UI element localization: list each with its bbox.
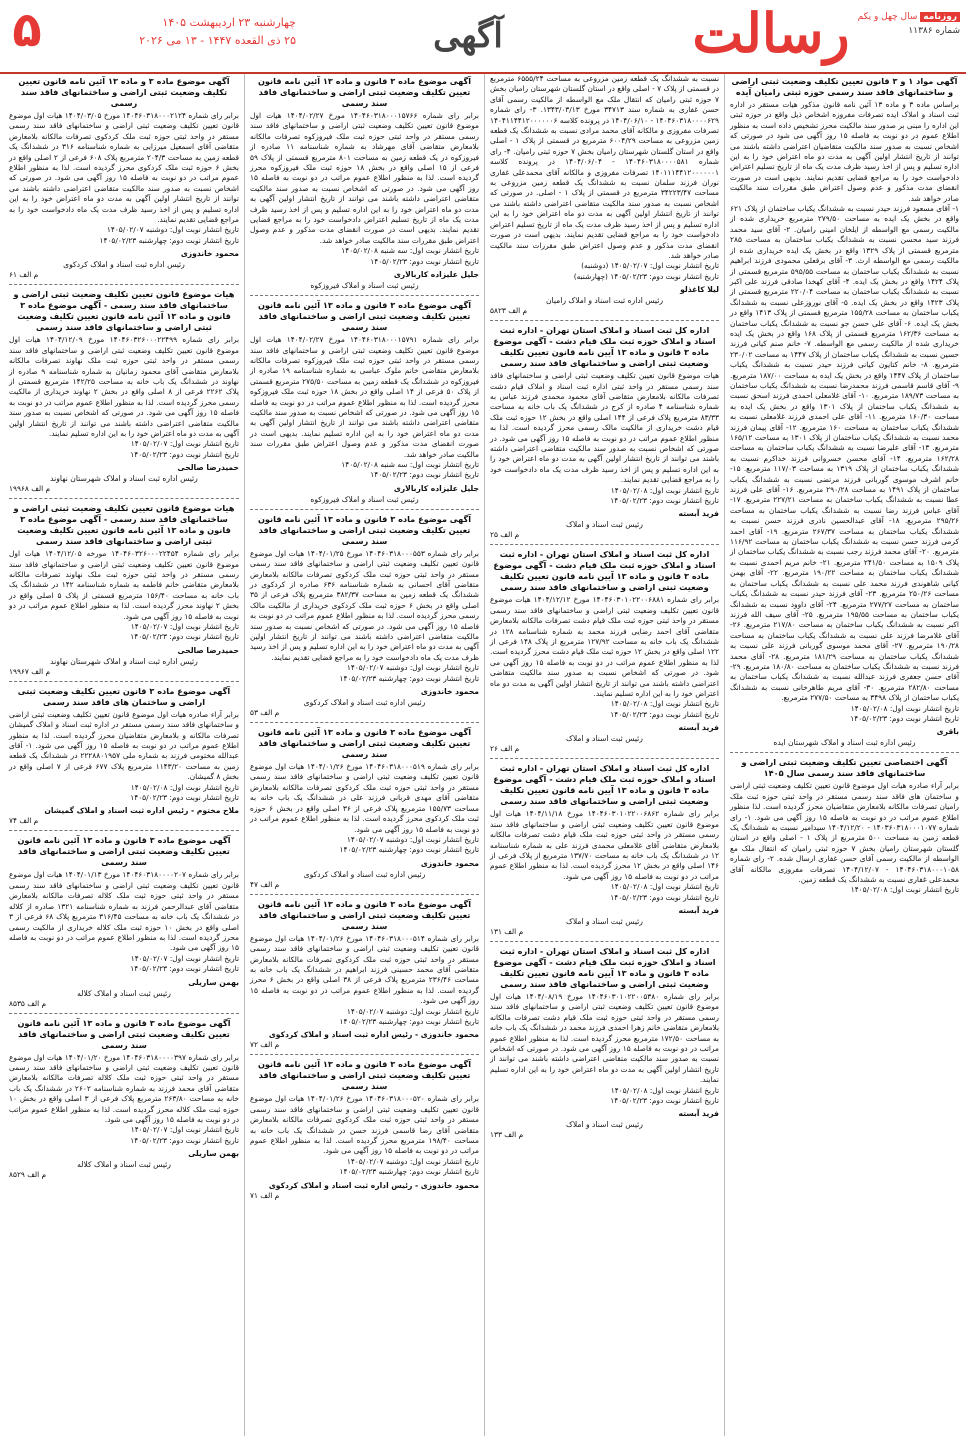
legal-notice xyxy=(730,757,959,895)
notice-divider xyxy=(9,830,239,831)
date-hijri-gregorian: ۲۵ ذی القعده ۱۴۴۷ - ۱۳ می ۲۰۲۶ xyxy=(139,34,296,47)
notice-heading: آگهی موضوع ماده ۳ قانون و ماده ۱۳ آئین نامه قانون تعیین تکلیف وضعیت ثبتی اراضی و ساختمانهای فاقد سند رسمی xyxy=(257,1059,472,1092)
notice-divider xyxy=(490,758,719,759)
notice-heading: آگهی موضوع ماده ۳ و ماده ۱۳ آئین نامه قانون تعیین تکلیف وضعیت ثبتی اراضی و ساختمانهای فاقد سند رسمی xyxy=(18,76,230,108)
notice-heading: آگهی موضوع ماده ۳ قانون و ماده ۱۳ آئین نامه قانون تعیین تکلیف وضعیت ثبتی اراضی و ساختمانهای فاقد سند رسمی xyxy=(257,727,472,760)
notice-body: برابر رای شماره ۱۴۰۴۶۰۳۰۱۰۲۲۰۰۵۳۸۰ مورخ ۱۴۰۴/۰۸/۱۹ هیات اول موضوع قانون تعیین تکلیف وضعیت ثبتی اراضی و ساختمانهای فاقد سند رسمی مستقر در واحد ثبتی حوزه ثبت ملک قیام دشت تصرفات مالکانه بلامعارض متقاضی خانم زهرا احمدی فرزند محمد در ششدانگ یک باب خانه به مساحت ۱۷۲/۵۰ مترمربع محرز گردیده است. لذا به منظور اطلاع عموم مراتب در دو نوبت به فاصله ۱۵ روز آگهی می شود. در صورتی که اشخاص نسبت به صدور سند مالکیت متقاضی اعتراضی داشته باشند می توانند از تاریخ انتشار اولین آگهی به مدت دو ماه اعتراض خود را به این اداره تسلیم نمایند. xyxy=(490,991,719,1085)
masthead xyxy=(0,0,966,74)
second-publication-date: تاریخ انتشار نوبت دوم: ۱۴۰۵/۰۲/۲۳ xyxy=(610,496,719,505)
signatory-name: بهمن ساریلی xyxy=(188,1149,239,1159)
signatory-office: رئیس اداره ثبت اسناد و املاک شهرستان نهاوند xyxy=(50,474,198,484)
logo-info xyxy=(858,4,960,38)
page-number: ۵ xyxy=(12,2,42,58)
first-publication-date: تاریخ انتشار نوبت اول: ۱۴۰۵/۰۲/۰۷ (دوشنبه) xyxy=(581,261,719,271)
column-1 xyxy=(724,74,964,1436)
column-3 xyxy=(244,74,484,1436)
second-publication-date: تاریخ انتشار نوبت دوم: چهارشنبه ۱۴۰۵/۰۲/۲۳ xyxy=(339,1167,479,1177)
signatory-name: محمود خاندوزی - رئیس اداره ثبت اسناد و املاک کردکوی xyxy=(268,1180,479,1190)
legal-notice xyxy=(730,76,959,748)
notice-body: برابر رای شماره ۱۴۰۴۶۰۳۱۸۰۰۰۵۲۰ مورخ ۱۴۰۴/۰۱/۲۶ هیات اول موضوع قانون تعیین تکلیف وضعیت ثبتی اراضی و ساختمانهای فاقد سند رسمی مستقر در واحد ثبتی حوزه ثبت ملک کردکوی تصرفات مالکانه بلامعارض متقاضی آقای رضا قاسمی فرزند حسن در ششدانگ یک باب خانه به مساحت ۱۹۸/۴۰ مترمربع محرز گردیده است. لذا به منظور اطلاع عموم مراتب در دو نوبت به فاصله ۱۵ روز آگهی می شود. xyxy=(250,1094,479,1156)
signatory-office: رئیس ثبت اسناد و املاک کلاله xyxy=(77,988,171,998)
notice-heading: آگهی موضوع ماده ۳ قانون و ماده ۱۳ آئین نامه قانون تعیین تکلیف وضعیت ثبتی اراضی و ساختمانهای فاقد سند رسمی xyxy=(257,898,472,931)
notice-code: م الف ۵۳ xyxy=(250,708,280,718)
section-title: آگهی xyxy=(433,16,503,56)
notice-code: م الف ۷۴ xyxy=(9,816,39,826)
notice-divider xyxy=(9,284,239,285)
notice-code: م الف ۴۷ xyxy=(250,879,280,889)
notice-code: م الف ۷۱ xyxy=(250,1190,280,1200)
notice-body: برابر رای شماره ۱۴۰۴۶۰۳۰۱۰۲۲۰۰۶۸۸۱ مورخ ۱۴۰۴/۱۲/۱۲ هیات موضوع قانون تعیین تکلیف وضعیت ثبتی اراضی و ساختمانهای فاقد سند رسمی مستقر در واحد ثبتی حوزه ثبت ملک قیام دشت تصرفات مالکانه بلامعارض متقاضی آقای احمد رضایی فرزند محمد به شماره شناسنامه ۱۲۸ در ششدانگ یک باب خانه به مساحت ۱۲۷/۹۲ مترمربع از پلاک ۱۴۸ فرعی از ۱۲۲ اصلی واقع در بخش ۱۲ حوزه ثبت ملک قیام دشت محرز گردیده است. لذا به منظور اطلاع عموم مراتب در دو نوبت به فاصله ۱۵ روز آگهی می شود. در صورتی که اشخاص نسبت به صدور سند مالکیت متقاضی اعتراضی داشته باشند می توانند از تاریخ انتشار اولین آگهی به مدت دو ماه اعتراض خود را به این اداره تسلیم نمایند. xyxy=(490,595,719,699)
notice-heading: آگهی مواد ۱ و ۳ قانون تعیین تکلیف وضعیت ثبتی اراضی و ساختمانهای فاقد سند رسمی حوزه ثبتی رامیان آیده xyxy=(731,76,958,97)
second-publication-date: تاریخ انتشار نوبت دوم: چهارشنبه ۱۴۰۵/۰۲/۲۳ xyxy=(99,235,239,245)
notice-divider xyxy=(9,498,239,499)
first-publication-date: تاریخ انتشار نوبت اول: ۱۴۰۵/۰۲/۰۸ xyxy=(610,485,719,495)
signatory-name: محمود خاندوزی xyxy=(420,858,479,868)
first-publication-date: تاریخ انتشار نوبت اول: ۱۴۰۵/۰۲/۰۷ xyxy=(130,439,239,449)
first-publication-date: تاریخ انتشار نوبت اول: دوشنبه ۱۴۰۵/۰۲/۰۷ xyxy=(346,834,479,844)
issue-dates xyxy=(48,6,296,50)
second-publication-date: تاریخ انتشار نوبت دوم: ۱۴۰۵/۰۲/۲۳ xyxy=(130,964,239,974)
notice-body: برابر رای شماره ۱۴۰۴۶۰۳۱۸۰۰۰۵۱۴ مورخ ۱۴۰۴/۰۱/۲۶ هیات اول موضوع قانون تعیین تکلیف وضعیت ثبتی اراضی و ساختمانهای فاقد سند رسمی مستقر در واحد ثبتی حوزه ثبت ملک کردکوی تصرفات مالکانه بلامعارض متقاضی آقای محمد حسینی فرزند ابراهیم در ششدانگ یک باب خانه به مساحت ۲۳۶/۴۶ مترمربع پلاک فرعی از ۳۸ اصلی واقع در بخش ۶ محرز گردیده است. لذا به منظور اطلاع عموم مراتب در دو نوبت به فاصله ۱۵ روز آگهی می شود. xyxy=(250,933,480,1006)
second-publication-date: تاریخ انتشار نوبت دوم: ۱۴۰۵/۰۲/۲۳ xyxy=(130,793,239,803)
signatory-name: محمود خاندوزی xyxy=(180,249,239,259)
notice-heading: اداره کل ثبت اسناد و املاک استان تهران - اداره ثبت اسناد و املاک حوزه ثبت ملک قیام دشت - آگهی موضوع ماده ۳ قانون و ماده ۱۳ آیین نامه قانون تعیین تکلیف وضعیت ثبتی اراضی و ساختمانهای فاقد سند رسمی xyxy=(493,549,716,593)
notice-heading: آگهی موضوع ماده ۳ قانون و ماده ۱۳ آئین نامه قانون تعیین تکلیف وضعیت ثبتی اراضی و ساختمانهای فاقد سند رسمی xyxy=(17,835,231,868)
notice-code: م الف ۱۹۹۶۸ xyxy=(9,484,51,494)
signatory-name: حمیدرضا صالحی xyxy=(177,463,239,473)
notice-body: برابر رای شماره ۱۴۰۴۶۰۳۲۶۰۰۰۲۲۴۹۹ مورخ ۱۴۰۴/۱۲/۰۹ هیات اول موضوع قانون تعیین تکلیف وضعیت ثبتی اراضی و ساختمانهای فاقد سند رسمی مستقر در واحد ثبتی حوزه ثبت ملک نهاوند تصرفات مالکانه بلامعارض متقاضی آقای محمود زمانیان به شماره شناسنامه ۹ صادره از نهاوند در ششدانگ یک باب خانه به مساحت ۱۴۲/۲۵ مترمربع قسمتی از پلاک ۲۲۶۲ فرعی از ۸ اصلی واقع در بخش ۲ نهاوند خریداری از مالکیت رسمی محرز گردیده است. لذا به منظور اطلاع عموم مراتب در دو نوبت به فاصله ۱۵ روز آگهی می شود. در صورتی که اشخاص نسبت به صدور سند مالکیت متقاضی اعتراضی داشته باشند می توانند از تاریخ انتشار اولین آگهی به مدت دو ماه اعتراض خود را به این اداره تسلیم نمایند. xyxy=(9,335,240,438)
signatory-name: محمود خاندوزی xyxy=(420,687,479,697)
notice-code: م الف ۲۶ xyxy=(490,744,520,754)
second-publication-date: تاریخ انتشار نوبت دوم: ۱۴۰۵/۰۲/۲۳ xyxy=(370,256,479,266)
signatory-name: حمیدرضا صالحی xyxy=(177,645,239,655)
masthead-center xyxy=(300,0,636,72)
second-publication-date: تاریخ انتشار نوبت دوم: چهارشنبه ۱۴۰۵/۰۲/۲۳ xyxy=(339,845,479,855)
legal-notice xyxy=(250,76,479,291)
column-2 xyxy=(484,74,724,1436)
masthead-left xyxy=(0,0,300,72)
legal-notice xyxy=(250,899,479,1051)
notice-code: م الف ۱۹۹۶۷ xyxy=(9,666,51,676)
legal-notice xyxy=(490,549,719,754)
second-publication-date: تاریخ انتشار نوبت دوم: ۱۴۰۵/۰۲/۲۳ xyxy=(850,713,959,723)
legal-notice xyxy=(250,514,479,718)
notice-divider xyxy=(250,1054,479,1055)
first-publication-date: تاریخ انتشار نوبت اول: دوشنبه ۱۴۰۵/۰۲/۰۷ xyxy=(106,225,239,235)
signatory-office: رئیس اداره ثبت اسناد و املاک کردکوی xyxy=(303,869,426,879)
signatory-name: لیلا کاغذلو xyxy=(680,285,719,295)
first-publication-date: تاریخ انتشار نوبت اول: ۱۴۰۵/۰۲/۰۸ xyxy=(610,882,719,892)
notice-body: برابر رای شماره ۱۴۰۴۶۰۳۱۸۰۰۰۵۱۹ مورخ ۱۴۰۴/۰۱/۲۶ هیات اول موضوع قانون تعیین تکلیف وضعیت ثبتی اراضی و ساختمانهای فاقد سند رسمی مستقر در واحد ثبتی حوزه ثبت ملک کردکوی تصرفات مالکانه بلامعارض متقاضی آقای مهدی قربانی فرزند علی در ششدانگ یک باب خانه به مساحت ۱۵۵/۷۳ مترمربع پلاک فرعی از ۳۶ اصلی واقع در بخش ۶ حوزه ثبت ملک کردکوی محرز گردیده است. لذا به منظور اطلاع عموم مراتب در دو نوبت به فاصله ۱۵ روز آگهی می شود. xyxy=(250,762,479,834)
signatory-office: رئیس ثبت اسناد و املاک فیروزکوه xyxy=(310,494,419,504)
second-publication-date: تاریخ انتشار نوبت دوم: ۱۴۰۵/۰۲/۲۳ xyxy=(610,892,719,902)
signatory-office: رئیس اداره ثبت اسناد و املاک کردکوی xyxy=(303,698,426,708)
signatory-name: فرید آبسته xyxy=(678,509,719,519)
signatory-name: محمود خاندوزی - رئیس اداره ثبت اسناد و املاک کردکوی xyxy=(268,1030,479,1040)
signatory-office: رئیس ثبت اسناد و املاک xyxy=(566,520,643,530)
notice-heading: آگهی موضوع ماده ۳ قانون و ماده ۱۳ آئین نامه قانون تعیین تکلیف وضعیت ثبتی اراضی و ساختمانهای فاقد سند رسمی xyxy=(257,513,472,546)
first-publication-date: تاریخ انتشار نوبت اول: ۱۴۰۵/۰۲/۰۷ xyxy=(130,953,239,963)
signatory-name: فرید آبسته xyxy=(678,1109,719,1119)
signatory-office: رئیس اداره ثبت اسناد و املاک کردکوی xyxy=(63,260,185,270)
first-publication-date: تاریخ انتشار نوبت اول: ۱۴۰۵/۰۲/۰۸ xyxy=(610,1085,719,1095)
first-publication-date: تاریخ انتشار نوبت اول: ۱۴۰۵/۰۲/۰۸ xyxy=(130,782,239,792)
notice-body: برابر رای شماره ۱۴۰۴۶۰۳۰۱۰۲۲۰۰۶۸۶۲ مورخ ۱۴۰۴/۱۱/۱۸ هیات اول موضوع قانون تعیین تکلیف وضعیت ثبتی اراضی و ساختمانهای فاقد سند رسمی مستقر در واحد ثبتی حوزه ثبت ملک قیام دشت تصرفات مالکانه بلامعارض متقاضی آقای غلامعلی محمدی فرزند علی به شماره شناسنامه ۱۲ در ششدانگ یک باب خانه به مساحت ۱۳۷/۷۰ مترمربع از پلاک فرعی از ۱۴۶ اصلی واقع در بخش ۱۲ محرز گردیده است. لذا به منظور اطلاع عموم مراتب در دو نوبت به فاصله ۱۵ روز آگهی می شود. xyxy=(490,809,719,881)
notice-body: براساس ماده ۳ و ماده ۱۳ آئین نامه قانون مذکور هیات مستقر در اداره ثبت اسناد و املاک ایده تصرفات مفروزه اشخاص ذیل واقع در حوزه ثبتی این اداره را مبنی بر صدور سند مالکیت محرز تشخیص داده است به منظور اطلاع عموم در دو نوبت به فاصله ۱۵ روز آگهی می شود در صورتی که اشخاص نسبت به صدور سند مالکیت متقاضیان اعتراضی داشته باشند می توانند از تاریخ انتشار اولین آگهی به مدت دو ماه اعتراض خود را به این اداره تسلیم و پس از اخذ رسید ظرف مدت یک ماه از تاریخ تسلیم اعتراض دادخواست خود را به مراجع قضایی تقدیم نمایند. بدیهی است در صورت انقضای مدت مذکور و عدم وصول اعتراض طبق مقررات سند مالکیت صادر خواهد شد. xyxy=(730,100,959,203)
legal-notice xyxy=(250,727,479,890)
notice-code: م الف ۱۳۳ xyxy=(490,1130,524,1140)
notice-divider xyxy=(9,1013,239,1014)
notice-heading: اداره کل ثبت اسناد و املاک استان تهران - اداره ثبت اسناد و املاک حوزه ثبت ملک قیام دشت - آگهی موضوع ماده ۳ قانون و ماده ۱۳ آیین نامه قانون تعیین تکلیف وضعیت ثبتی اراضی و ساختمانهای فاقد سند رسمی xyxy=(493,945,716,989)
first-publication-date: تاریخ انتشار نوبت اول: دوشنبه ۱۴۰۵/۰۲/۰۷ xyxy=(346,1006,479,1016)
signatory-name: جلیل علیزاده کاربالاری xyxy=(393,270,479,280)
notice-body: برابر آراء صادره هیات اول موضوع قانون تعیین تکلیف وضعیت ثبتی اراضی و ساختمانهای فاقد سند رسمی مستقر در اداره ثبت اسناد و املاک گمیشان تصرفات مالکانه و بلامعارض متقاضیان محرز گردیده است. لذا به منظور اطلاع عموم مراتب در دو نوبت به فاصله ۱۵ روز آگهی می شود. ۱- آقای عبدالله مختومی فرزند به شماره ملی ۲۲۲۸۸۰۱۹۵۷ در ششدانگ یک قطعه زمین به مساحت ۱۱۴۳/۲۰ مترمربع پلاک ۶۷۷ فرعی از ۷ اصلی واقع در بخش ۸ گمیشان. xyxy=(9,709,239,782)
first-publication-date: تاریخ انتشار نوبت اول: سه شنبه ۱۴۰۵/۰۲/۰۸ xyxy=(341,459,479,469)
legal-notice xyxy=(250,1059,479,1200)
legal-notice xyxy=(9,76,239,280)
notice-divider xyxy=(490,941,719,942)
notice-body: برابر رای شماره ۱۴۰۴۶۰۳۱۸۰۰۰۰۲۰۷ مورخ ۱۴۰۴/۰۱/۱۳ هیات اول موضوع قانون تعیین تکلیف وضعیت ثبتی اراضی و ساختمانهای فاقد سند رسمی مستقر در واحد ثبتی حوزه ثبت ملک کلاله تصرفات مالکانه بلامعارض متقاضی آقای عبدالرحمن فرزند به شماره شناسنامه ۱۳۲۱ صادره از کلاله در ششدانگ یک باب خانه به مساحت ۳۱۶/۴۵ مترمربع پلاک ۶۸ فرعی از ۳ اصلی واقع در بخش ۱۰ حوزه ثبت ملک کلاله خریداری از مالکیت رسمی محرز گردیده است. لذا به منظور اطلاع عموم مراتب در دو نوبت به فاصله ۱۵ روز آگهی می شود. xyxy=(9,870,239,953)
legal-notice xyxy=(490,325,719,540)
date-persian: چهارشنبه ۲۳ اردیبهشت ۱۴۰۵ xyxy=(162,16,296,29)
first-publication-date: تاریخ انتشار نوبت اول: سه شنبه ۱۴۰۵/۰۲/۰۸ xyxy=(341,246,479,256)
signatory-name: جلیل علیزاده کاربالاری xyxy=(393,483,479,493)
legal-notice xyxy=(9,289,239,494)
notice-divider xyxy=(250,894,479,895)
signatory-office: رئیس ثبت اسناد و املاک کلاله xyxy=(77,1160,171,1170)
notice-code: م الف ۸۵۳۵ xyxy=(9,998,47,1008)
legal-notice xyxy=(9,1018,239,1181)
notice-heading: اداره کل ثبت اسناد و املاک استان تهران - اداره ثبت اسناد و املاک حوزه ثبت ملک قیام دشت - آگهی موضوع ماده ۳ قانون و ماده ۱۳ آیین نامه قانون تعیین تکلیف وضعیت ثبتی اراضی و ساختمانهای فاقد سند رسمی xyxy=(493,763,716,807)
legal-notice xyxy=(250,300,479,505)
notice-heading: آگهی موضوع ماده ۳ قانون و ماده ۱۳ آئین نامه قانون تعیین تکلیف وضعیت ثبتی اراضی و ساختمانهای فاقد سند رسمی xyxy=(257,76,472,108)
notice-heading: آگهی اختصاصی تعیین تکلیف وضعیت ثبتی اراضی و ساختمانهای فاقد سند رسمی سال ۱۴۰۵ xyxy=(741,757,948,779)
second-publication-date: تاریخ انتشار نوبت دوم: ۱۴۰۵/۰۲/۲۳ xyxy=(130,632,239,642)
first-publication-date: تاریخ انتشار نوبت اول: ۱۴۰۵/۰۲/۰۸ xyxy=(850,885,959,895)
signatory-name: ملاح مختوم - رئیس اداره ثبت اسناد و املاک گمیشان xyxy=(44,806,239,816)
second-publication-date: تاریخ انتشار نوبت دوم: ۱۴۰۵/۰۲/۲۳ xyxy=(130,449,239,459)
notice-divider xyxy=(250,295,479,296)
first-publication-date: تاریخ انتشار نوبت اول: ۱۴۰۵/۰۲/۰۸ xyxy=(610,699,719,709)
notice-code: م الف ۷۲ xyxy=(250,1040,280,1050)
signatory-office: رئیس ثبت اسناد و املاک xyxy=(566,916,643,926)
second-publication-date: تاریخ انتشار نوبت دوم: ۱۴۰۵/۰۲/۲۳ xyxy=(370,470,479,480)
signatory-office: رئیس اداره ثبت اسناد و املاک شهرستان نهاوند xyxy=(50,656,198,666)
notice-code: م الف ۵۸۲۳ xyxy=(490,306,528,316)
signatory-office: رئیس اداره ثبت اسناد و املاک شهرستان ایده xyxy=(773,738,916,748)
daily-label: روزنامه xyxy=(920,12,960,22)
notice-items: ۱- آقای مسعود فرزند حیدر نسبت به ششدانگ یکباب ساختمان از پلاک ۶۲۱ واقع در بخش یک ایده به مساحت ۲۷۹/۵۰ مترمربع خریداری شده از مالکیت رسمی مع الواسطه از ایلخان امینی رامیان. ۲- آقای سید محمد فرزند سید محسن نسبت به ششدانگ یکباب ساختمان به مساحت ۲۸۵ مترمربع قسمتی از پلاک ۱۳۲۹ واقع در بخش یک ایده خریداری شده از مالکیت رسمی مع الواسطه ارث. ۳- آقای برقعلی محمودی فرزند ابراهیم نسبت به ششدانگ یکباب ساختمان به مساحت ۵۹۵/۵۵ مترمربع قسمتی از پلاک ۱۴۲۴ واقع در بخش یک ایده. ۴- آقای کهخدا صادقی فرزند علی اکبر نسبت به ششدانگ یکباب ساختمان به مساحت ۲۲۰/۰۴ مترمربع قسمتی از پلاک ۱۴۲۳ واقع در بخش یک ایده. ۵- آقای نوروزعلی نسبت به ششدانگ یکباب ساختمان به مساحت ۱۵۵/۲۸ مترمربع قسمتی از پلاک ۱۴۱۳ واقع در بخش یک ایده. ۶- آقای علی حسن جو نسبت به ششدانگ یکباب ساختمان به مساحت ۱۶۲/۳۶ مترمربع قسمتی از پلاک ۱۶۸ واقع در بخش یک ایده خریداری شده از مالکیت رسمی مع الواسطه. ۷- خانم صنم کیانی فرزند حسین نسبت به ششدانگ یکباب ساختمان از پلاک ۱۴۴۷ به مساحت ۲۳۰/۰۲ مترمربع. ۸- خانم کتایون کیانی فرزند حیدر نسبت به ششدانگ یکباب ساختمان از پلاک ۱۴۴۷ واقع در بخش یک ایده به مساحت ۱۸۷/۰۰ مترمربع. ۹- آقای قاسم قاسمی فرزند محمدرضا نسبت به ششدانگ یکباب ساختمان به مساحت ۱۸۹/۷۳ مترمربع. ۱۰- آقای غلامعلی احمدی فرزند اسحق نسبت به ششدانگ یکباب ساختمان از پلاک ۱۳۰۱ واقع در بخش یک ایده به مساحت ۱۶۰/۳۰ مترمربع. ۱۱- آقای علی احمدی فرزند غلامعلی نسبت به ششدانگ یکباب ساختمان به مساحت ۱۶۰ مترمربع. ۱۲- آقای پیمان فرزند محمد نسبت به ششدانگ یکباب ساختمان از پلاک ۱۳۰۱ به مساحت ۱۶۵/۱۲ مترمربع. ۱۳- آقای علیرضا نسبت به ششدانگ یکباب ساختمان به مساحت ۱۶۲/۲۸ مترمربع. ۱۴- آقای محسن خسروانی فرزند خداکرم نسبت به ششدانگ یکباب ساختمان از پلاک ۱۳۱۹ به مساحت ۱۱۷/۰۳ مترمربع. ۱۵- خانم اشرف موسوی گوربانی فرزند مرتضی نسبت به ششدانگ یکباب ساختمان از پلاک ۱۴۹۱ به مساحت ۲۹۰/۲۸ مترمربع. ۱۶- آقای علی فرزند عطا نسبت به ششدانگ یکباب ساختمان به مساحت ۲۲۷/۲۱ مترمربع. ۱۷- آقای عباس فرزند رضا نسبت به ششدانگ یکباب ساختمان به مساحت ۲۹۵/۲۶ مترمربع. ۱۸- آقای عبدالحسین نادری فرزند حسن نسبت به ششدانگ یکباب ساختمان به مساحت ۲۶۷/۳۷ مترمربع. ۱۹- آقای احمد کرمی فرزند حسن نسبت به ششدانگ یکباب ساختمان به مساحت ۱۱۶/۹۲ مترمربع. ۲۰- آقای محمد فرزند رجب نسبت به ششدانگ یکباب ساختمان از پلاک ۱۵۰۹ به مساحت ۲۴۱/۵۰ مترمربع. ۲۱- خانم مریم احمدی نسبت به ششدانگ یکباب ساختمان به مساحت ۱۹۰/۲۲ مترمربع. ۲۲- آقای بهمن کیانی شاهوندی فرزند محمد علی نسبت به ششدانگ یکباب ساختمان به مساحت ۲۵۰/۲۶ مترمربع. ۲۳- آقای فرزند حیدر نسبت به ششدانگ یکباب ساختمان به مساحت ۲۷۷/۲۷ مترمربع. ۲۴- آقای داوود نسبت به ششدانگ یکباب ساختمان به مساحت ۱۹۵/۵۵ مترمربع. ۲۵- آقای سیف الله فرزند اکبر نسبت به ششدانگ یکباب ساختمان به مساحت ۲۱۷/۸۰ مترمربع. ۲۶- آقای غلامرضا فرزند علی نسبت به ششدانگ یکباب ساختمان به مساحت ۱۹۰/۲۸ مترمربع. ۲۷- آقای محمد موسوی گوربانی فرزند علی نسبت به ششدانگ یکباب ساختمان به مساحت ۱۸۱/۲۹ مترمربع. ۲۸- آقای محمد فرزند نسبت به ششدانگ یکباب ساختمان به مساحت ۱۸۰/۸۰ مترمربع. ۲۹- آقای حسن جعفری فرزند عبدالله نسبت به ششدانگ یکباب ساختمان به مساحت ۲۸۲/۸۰ مترمربع. ۳۰- آقای مریم طاهرخانی نسبت به ششدانگ یکباب ساختمان از پلاک ۳۴۹۸ به مساحت ۲۷۷/۵۰ مترمربع. xyxy=(730,204,960,703)
notice-body: برابر رای شماره ۱۴۰۴۶۰۳۱۸۰۰۰۱۵۷۹۱ مورخ ۱۴۰۴/۰۲/۲۷ هیات اول موضوع قانون تعیین تکلیف وضعیت ثبتی اراضی و ساختمانهای فاقد سند رسمی مستقر در واحد ثبتی حوزه ثبت ملک فیروزکوه تصرفات مالکانه بلامعارض متقاضی خانم ملوک عباسی به شماره شناسنامه ۱۹ صادره از فیروزکوه در ششدانگ یک قطعه زمین به مساحت ۲۷۵/۵۰ مترمربع قسمتی از پلاک ۵۰ فرعی از ۱۴ اصلی واقع در بخش ۱۸ حوزه ثبت ملک فیروزکوه محرز گردیده است. لذا به منظور اطلاع عموم مراتب در دو نوبت به فاصله ۱۵ روز آگهی می شود. در صورتی که اشخاص نسبت به صدور سند مالکیت متقاضی اعتراضی داشته باشند می توانند از تاریخ انتشار اولین آگهی به مدت دو ماه اعتراض خود را به این اداره تسلیم نمایند. بدیهی است در صورت انقضای مدت مذکور و عدم وصول اعتراض طبق مقررات سند مالکیت صادر خواهد شد. xyxy=(250,335,479,459)
first-publication-date: تاریخ انتشار نوبت اول: ۱۴۰۵/۰۲/۰۷ xyxy=(130,1125,239,1135)
legal-notice xyxy=(490,74,719,316)
second-publication-date: تاریخ انتشار نوبت دوم: ۱۴۰۵/۰۲/۲۳ xyxy=(610,709,719,719)
ad-columns xyxy=(2,74,964,1436)
notice-body: برابر آراء صادره هیات اول موضوع قانون تعیین تکلیف وضعیت ثبتی اراضی و ساختمان های فاقد سند رسمی مستقر در واحد ثبتی حوزه ثبت ملک رامیان تصرفات مالکانه بلامعارض متقاضیان محرز گردیده است. لذا منظور اطلاع عموم مراتب در دو نوبت به فاصله ۱۵ روز آگهی می شود. ۱- رای شماره ۱۴۰۳۶۰۳۱۸۰۰۰۱۰۷۷ - ۱۴۰۴/۱۲/۲۰ سیدامیر نسبت به ششدانگ یک قطعه زمین به مساحت ۵۰۰ مترمربع از پلاک ۱ - اصلی واقع در استان گلستان شهرستان رامیان بخش ۷ حوزه ثبتی رامیان که انتقال ملک مع الواسطه از مالکیت رسمی آقای حسن غفاری ارسال شده. ۲- رای شماره ۱۴۰۴۶۰۳۱۸۰۰۰۱۰۵۸ - ۱۴۰۴/۱۲/۰۷ تصرفات مفروزی مالکانه آقای محمدعلی غفاری نسبت به ششدانگ یک قطعه زمین. xyxy=(730,781,959,885)
second-publication-date: تاریخ انتشار نوبت دوم: ۱۴۰۵/۰۲/۲۳ xyxy=(130,1135,239,1145)
second-publication-date: تاریخ انتشار نوبت دوم: ۱۴۰۵/۰۲/۲۳ (چهارشنبه) xyxy=(573,271,719,281)
notice-code: م الف ۶۱ xyxy=(9,270,39,280)
legal-notice xyxy=(9,503,239,677)
second-publication-date: تاریخ انتشار نوبت دوم: چهارشنبه ۱۴۰۵/۰۲/۲۳ xyxy=(339,1016,479,1026)
legal-notice xyxy=(490,763,719,937)
notice-body: هیات موضوع قانون تعیین تکلیف وضعیت ثبتی اراضی و ساختمانهای فاقد سند رسمی مستقر در واحد ثبتی اداره ثبت اسناد و املاک قیام دشت تصرفات مالکانه بلامعارض متقاضی آقای محمود محمدی فرزند عباس به شماره شناسنامه ۴ صادره از کرج در ششدانگ یک باب خانه به مساحت ۸۳/۳۳ مترمربع پلاک فرعی از ۱۴۴ اصلی واقع در بخش ۱۲ حوزه ثبت ملک قیام دشت خریداری از مالکیت مالک رسمی محرز گردیده است. لذا به منظور اطلاع عموم مراتب در دو نوبت به فاصله ۱۵ روز آگهی می شود. در صورتی که اشخاص نسبت به صدور سند مالکیت متقاضی اعتراضی داشته باشند می توانند از تاریخ انتشار اولین آگهی به مدت دو ماه اعتراض خود را به این اداره تسلیم و پس از اخذ رسید ظرف مدت یک ماه دادخواست خود را به مراجع قضایی تقدیم نمایند. xyxy=(490,371,719,485)
notice-divider xyxy=(250,722,479,723)
signatory-name: فرید آبسته xyxy=(678,905,719,915)
notice-heading: هیات موضوع قانون تعیین تکلیف وضعیت ثبتی اراضی و ساختمانهای فاقد سند رسمی - آگهی موضوع ماده ۳ قانون و ماده ۱۳ آئین نامه قانون تعیین تکلیف وضعیت ثبتی اراضی و ساختمانهای فاقد سند رسمی xyxy=(13,289,235,333)
notice-divider xyxy=(9,681,239,682)
notice-divider xyxy=(490,320,719,321)
signatory-name: بهمن ساریلی xyxy=(188,977,239,987)
second-publication-date: تاریخ انتشار نوبت دوم: ۱۴۰۵/۰۲/۲۳ xyxy=(610,1096,719,1105)
signatory-office: رئیس ثبت اسناد و املاک xyxy=(566,1120,643,1130)
legal-notice xyxy=(490,946,719,1140)
notice-body: برابر رای شماره ۱۴۰۴۶۰۳۱۸۰۰۰۲۱۲۴ مورخ ۱۴۰۴/۰۳/۰۵ هیات اول موضوع قانون تعیین تکلیف وضعیت ثبتی اراضی و ساختمانهای فاقد سند رسمی مستقر در واحد ثبتی حوزه ثبت ملک کردکوی تصرفات مالکانه بلامعارض متقاضی آقای اسمعیل میرزایی به شماره شناسنامه ۳۱۶ در ششدانگ یک قطعه زمین به مساحت ۲۰۴/۳ مترمربع پلاک ۶۰۸ فرعی از ۲ اصلی واقع در بخش ۶ حوزه ثبت ملک کردکوی محرز گردیده است. لذا به منظور اطلاع عموم مراتب در دو نوبت به فاصله ۱۵ روز آگهی می شود. در صورتی که اشخاص نسبت به صدور سند مالکیت متقاضی اعتراضی داشته باشند می توانند از تاریخ انتشار اولین آگهی به مدت دو ماه اعتراض خود را به این اداره تسلیم و پس از اخذ رسید ظرف مدت یک ماه دادخواست خود را به مراجع قضایی تقدیم نمایند. xyxy=(9,111,239,225)
notice-heading: اداره کل ثبت اسناد و املاک استان تهران - اداره ثبت اسناد و املاک حوزه ثبت ملک قیام دشت - آگهی موضوع ماده ۳ قانون و ماده ۱۳ آیین نامه قانون تعیین تکلیف وضعیت ثبتی اراضی و ساختمانهای فاقد سند رسمی xyxy=(493,325,716,369)
notice-code: م الف ۱۳۱ xyxy=(490,926,524,936)
column-4 xyxy=(4,74,244,1436)
notice-code: م الف ۸۵۲۹ xyxy=(9,1170,47,1180)
second-publication-date: تاریخ انتشار نوبت دوم: چهارشنبه ۱۴۰۵/۰۲/۲۳ xyxy=(339,673,479,683)
notice-heading: آگهی موضوع ماده ۳ قانون تعیین تکلیف وضعیت ثبتی اراضی و ساختمان های فاقد سند رسمی xyxy=(17,685,231,707)
first-publication-date: تاریخ انتشار نوبت اول: دوشنبه ۱۴۰۵/۰۲/۰۷ xyxy=(346,663,479,673)
first-publication-date: تاریخ انتشار نوبت اول: دوشنبه ۱۴۰۵/۰۲/۰۷ xyxy=(346,1156,479,1166)
signatory-name: باقری xyxy=(936,727,959,737)
first-publication-date: تاریخ انتشار نوبت اول: ۱۴۰۵/۰۲/۰۸ xyxy=(850,703,959,713)
first-publication-date: تاریخ انتشار نوبت اول: ۱۴۰۵/۰۲/۰۷ xyxy=(130,622,239,631)
newspaper-logo: رسالت xyxy=(692,1,850,65)
legal-notice xyxy=(9,686,239,827)
notice-heading: هیات موضوع قانون تعیین تکلیف وضعیت ثبتی اراضی و ساختمانهای فاقد سند رسمی - آگهی موضوع ماده ۳ قانون و ماده ۱۳ آئین نامه قانون تعیین تکلیف وضعیت ثبتی اراضی و ساختمانهای فاقد سند رسمی xyxy=(13,503,235,547)
notice-heading: آگهی موضوع ماده ۳ قانون و ماده ۱۳ آئین نامه قانون تعیین تکلیف وضعیت ثبتی اراضی و ساختمانهای فاقد سند رسمی xyxy=(257,300,472,333)
notice-divider xyxy=(730,752,959,753)
notice-body: برابر رای شماره ۱۴۰۴۶۰۳۱۸۰۰۰۱۵۷۶۶ مورخ ۱۴۰۴/۰۲/۲۷ هیات اول موضوع قانون تعیین تکلیف وضعیت ثبتی اراضی و ساختمانهای فاقد سند رسمی مستقر در واحد ثبتی حوزه ثبت ملک فیروزکوه تصرفات مالکانه بلامعارض متقاضی آقای مهرشاد به شماره شناسنامه ۱۱ صادره از فیروزکوه در یک قطعه زمین به مساحت ۸۰۱ مترمربع قسمتی از پلاک ۵۹ فرعی از ۱۵ اصلی واقع در بخش ۱۸ حوزه ثبت ملک فیروزکوه محرز گردیده است. لذا به منظور اطلاع عموم مراتب در دو نوبت به فاصله ۱۵ روز آگهی می شود. در صورتی که اشخاص نسبت به صدور سند مالکیت متقاضی اعتراضی داشته باشند می توانند از تاریخ انتشار اولین آگهی به مدت دو ماه اعتراض خود را به این اداره تسلیم و پس از اخذ رسید ظرف مدت یک ماه از تاریخ تسلیم اعتراض دادخواست خود را به مراجع قضایی تقدیم نمایند. بدیهی است در صورت انقضای مدت مذکور و عدم وصول اعتراض طبق مقررات سند مالکیت صادر خواهد شد. xyxy=(250,111,479,245)
notice-divider xyxy=(490,544,719,545)
notice-divider xyxy=(250,509,479,510)
signatory-office: رئیس اداره ثبت اسناد و املاک رامیان xyxy=(545,296,663,306)
notice-heading: آگهی موضوع ماده ۳ قانون و ماده ۱۳ آئین نامه قانون تعیین تکلیف وضعیت ثبتی اراضی و ساختمانهای فاقد سند رسمی xyxy=(17,1017,231,1050)
signatory-name: فرید آبسته xyxy=(678,723,719,733)
year-label: سال چهل و یکم xyxy=(857,12,918,22)
notice-body: برابر رای شماره ۱۴۰۴۶۰۳۱۸۰۰۰۰۳۹۷ مورخ ۱۴۰۴/۰۱/۲۰ هیات اول موضوع قانون تعیین تکلیف وضعیت ثبتی اراضی و ساختمانهای فاقد سند رسمی مستقر در واحد ثبتی حوزه ثبت ملک کلاله تصرفات مالکانه بلامعارض متقاضی آقای محمد فرزند به شماره شناسنامه ۲۶۰۲ در ششدانگ یک باب خانه به مساحت ۲۶۳/۸۰ مترمربع پلاک فرعی از ۳ اصلی واقع در بخش ۱۰ حوزه ثبت ملک کلاله محرز گردیده است. لذا به منظور اطلاع عموم مراتب در دو نوبت به فاصله ۱۵ روز آگهی می شود. xyxy=(9,1052,239,1124)
notice-code: م الف ۲۵ xyxy=(490,530,520,540)
signatory-office: رئیس ثبت اسناد و املاک xyxy=(566,734,643,744)
notice-body: برابر رای شماره ۱۴۰۴۶۰۳۲۶۰۰۰۲۲۴۵۴ مورخه ۱۴۰۴/۱۲/۰۵ هیات اول موضوع قانون تعیین تکلیف وضعیت ثبتی اراضی و ساختمانهای فاقد سند رسمی مستقر در واحد ثبتی حوزه ثبت ملک نهاوند تصرفات مالکانه بلامعارض متقاضی خانم فاطمه به شماره شناسنامه ۱۴۲ در ششدانگ یک باب خانه به مساحت ۱۵۶/۴۰ مترمربع قسمتی از پلاک ۵ اصلی واقع در بخش ۲ نهاوند محرز گردیده است. لذا به منظور اطلاع عموم مراتب در دو نوبت به فاصله ۱۵ روز آگهی می شود. xyxy=(9,549,240,621)
notice-body: نسبت به ششدانگ یک قطعه زمین مزروعی به مساحت ۶۵۵۵/۲۴ مترمربع در قسمتی از پلاک ۷ - اصلی واقع در استان گلستان شهرستان رامیان بخش ۷ حوزه ثبتی رامیان که انتقال ملک مع الواسطه از مالکیت رسمی آقای حسن غفاری به شماره سند ۳۴۷۱۳ مورخ ۱۳۴۳/۰۳/۱۳. ۳- رای شماره ۱۴۰۴۶۰۳۱۸۰۰۰۰۶۲۹ - ۱۴۰۴/۰۶/۱۰ در پرونده کلاسه ۱۴۰۴۱۱۴۴۱۲۰۰۰۰۰۰۶ تصرفات مفروزی و مالکانه آقای محمد مرادی نسبت به ششدانگ یک قطعه زمین مزروعی به مساحت ۶۰۰۴/۲۹ مترمربع در قسمتی از پلاک ۱ - اصلی واقع در استان گلستان شهرستان رامیان بخش ۷ حوزه ثبتی رامیان. ۴- رای شماره ۱۴۰۴۶۰۳۱۸۰۰۰۰۵۸۱ - ۱۴۰۴/۰۶/۰۴ در پرونده کلاسه ۱۴۰۱۱۱۴۴۱۲۰۰۰۰۰۰۱ تصرفات مفروزی و مالکانه آقای محمدعلی غفاری نوران فرزند سلمان نسبت به ششدانگ یک قطعه زمین مزروعی به مساحت ۳۴۲۲۳/۴۷ مترمربع در قسمتی از پلاک ۱ - اصلی. در صورتی که اشخاص نسبت به صدور سند مالکیت متقاضی اعتراضی داشته باشند می توانند از تاریخ انتشار اولین آگهی به مدت دو ماه اعتراض خود را به این اداره تسلیم و پس از اخذ رسید ظرف مدت یک ماه از تاریخ تسلیم اعتراض دادخواست خود را به مراجع قضایی تقدیم نمایند. بدیهی است در صورت انقضای مدت مذکور و عدم وصول اعتراض طبق مقررات سند مالکیت صادر خواهد شد. xyxy=(490,74,720,260)
notice-body: برابر رای شماره ۱۴۰۴۶۰۳۱۸۰۰۰۵۵۳ مورخ ۱۴۰۴/۰۱/۲۵ هیات اول موضوع قانون تعیین تکلیف وضعیت ثبتی اراضی و ساختمانهای فاقد سند رسمی مستقر در واحد ثبتی حوزه ثبت ملک کردکوی تصرفات مالکانه بلامعارض متقاضی آقای احسانی به شماره شناسنامه ۶۳۶ صادره از کردکوی در ششدانگ یک قطعه زمین به مساحت ۳۸۲/۳۷ مترمربع پلاک فرعی از ۳۵ اصلی واقع در بخش ۶ حوزه ثبت ملک کردکوی خریداری از مالکیت مالک رسمی محرز گردیده است. لذا به منظور اطلاع عموم مراتب در دو نوبت به فاصله ۱۵ روز آگهی می شود. در صورتی که اشخاص نسبت به صدور سند مالکیت متقاضی اعتراضی داشته باشند می توانند از تاریخ انتشار اولین آگهی به مدت دو ماه اعتراض خود را به این اداره تسلیم و پس از اخذ رسید ظرف مدت یک ماه دادخواست خود را به مراجع قضایی تقدیم نمایند. xyxy=(250,548,480,662)
issue-number: شماره ۱۱۳۸۶ xyxy=(908,26,960,36)
signatory-office: رئیس ثبت اسناد و املاک فیروزکوه xyxy=(310,281,419,291)
masthead-right xyxy=(636,0,966,72)
legal-notice xyxy=(9,835,239,1008)
